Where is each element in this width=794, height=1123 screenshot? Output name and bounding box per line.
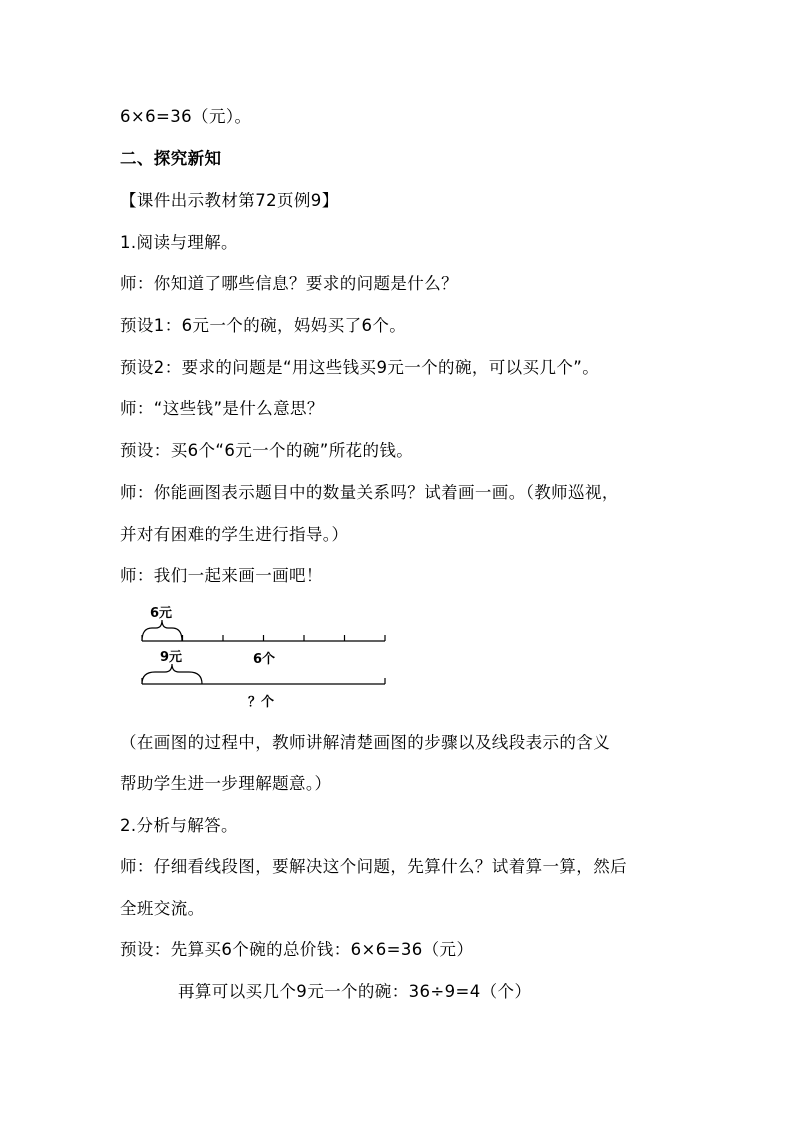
line-18: 预设：先算买6个碗的总价钱：6×6=36（元）: [120, 940, 474, 959]
line-6: 预设1：6元一个的碗，妈妈买了6个。: [120, 316, 407, 335]
subsection-heading-1: 1.阅读与理解。: [120, 233, 238, 252]
line-12: 师：我们一起来画一画吧！: [120, 566, 323, 585]
line-10: 师：你能画图表示题目中的数量关系吗？试着画一画。（教师巡视，: [120, 483, 619, 502]
top-count-label: 6个: [253, 652, 276, 667]
line-segment-diagram: [120, 596, 420, 716]
subsection-heading-2: 2.分析与解答。: [120, 816, 238, 835]
line-19: 再算可以买几个9元一个的碗：36÷9=4（个）: [178, 982, 532, 1001]
line-16: 师：仔细看线段图，要解决这个问题，先算什么？试着算一算，然后: [120, 857, 627, 876]
line-17: 全班交流。: [120, 899, 205, 918]
line-7: 预设2：要求的问题是“用这些钱买9元一个的碗，可以买几个”。: [120, 358, 600, 377]
line-11: 并对有困难的学生进行指导。）: [120, 525, 349, 544]
section-heading: 二、探究新知: [120, 149, 222, 168]
line-5: 师：你知道了哪些信息？要求的问题是什么？: [120, 274, 458, 293]
top-brace: [142, 620, 182, 641]
top-segment-label: 6元: [150, 606, 173, 621]
line-3: 【课件出示教材第72页例9】: [120, 191, 339, 210]
line-9: 预设：买6个“6元一个的碗”所花的钱。: [120, 441, 414, 460]
line-8: 师：“这些钱”是什么意思？: [120, 399, 324, 418]
bottom-count-label: ？个: [248, 695, 275, 710]
bottom-segment-label: 9元: [160, 650, 183, 665]
line-13: （在画图的过程中，教师讲解清楚画图的步骤以及线段表示的含义: [120, 733, 611, 752]
line-1: 6×6=36（元）。: [120, 107, 252, 126]
bottom-brace: [142, 664, 202, 684]
top-ticks: [142, 635, 385, 641]
line-14: 帮助学生进一步理解题意。）: [120, 774, 332, 793]
